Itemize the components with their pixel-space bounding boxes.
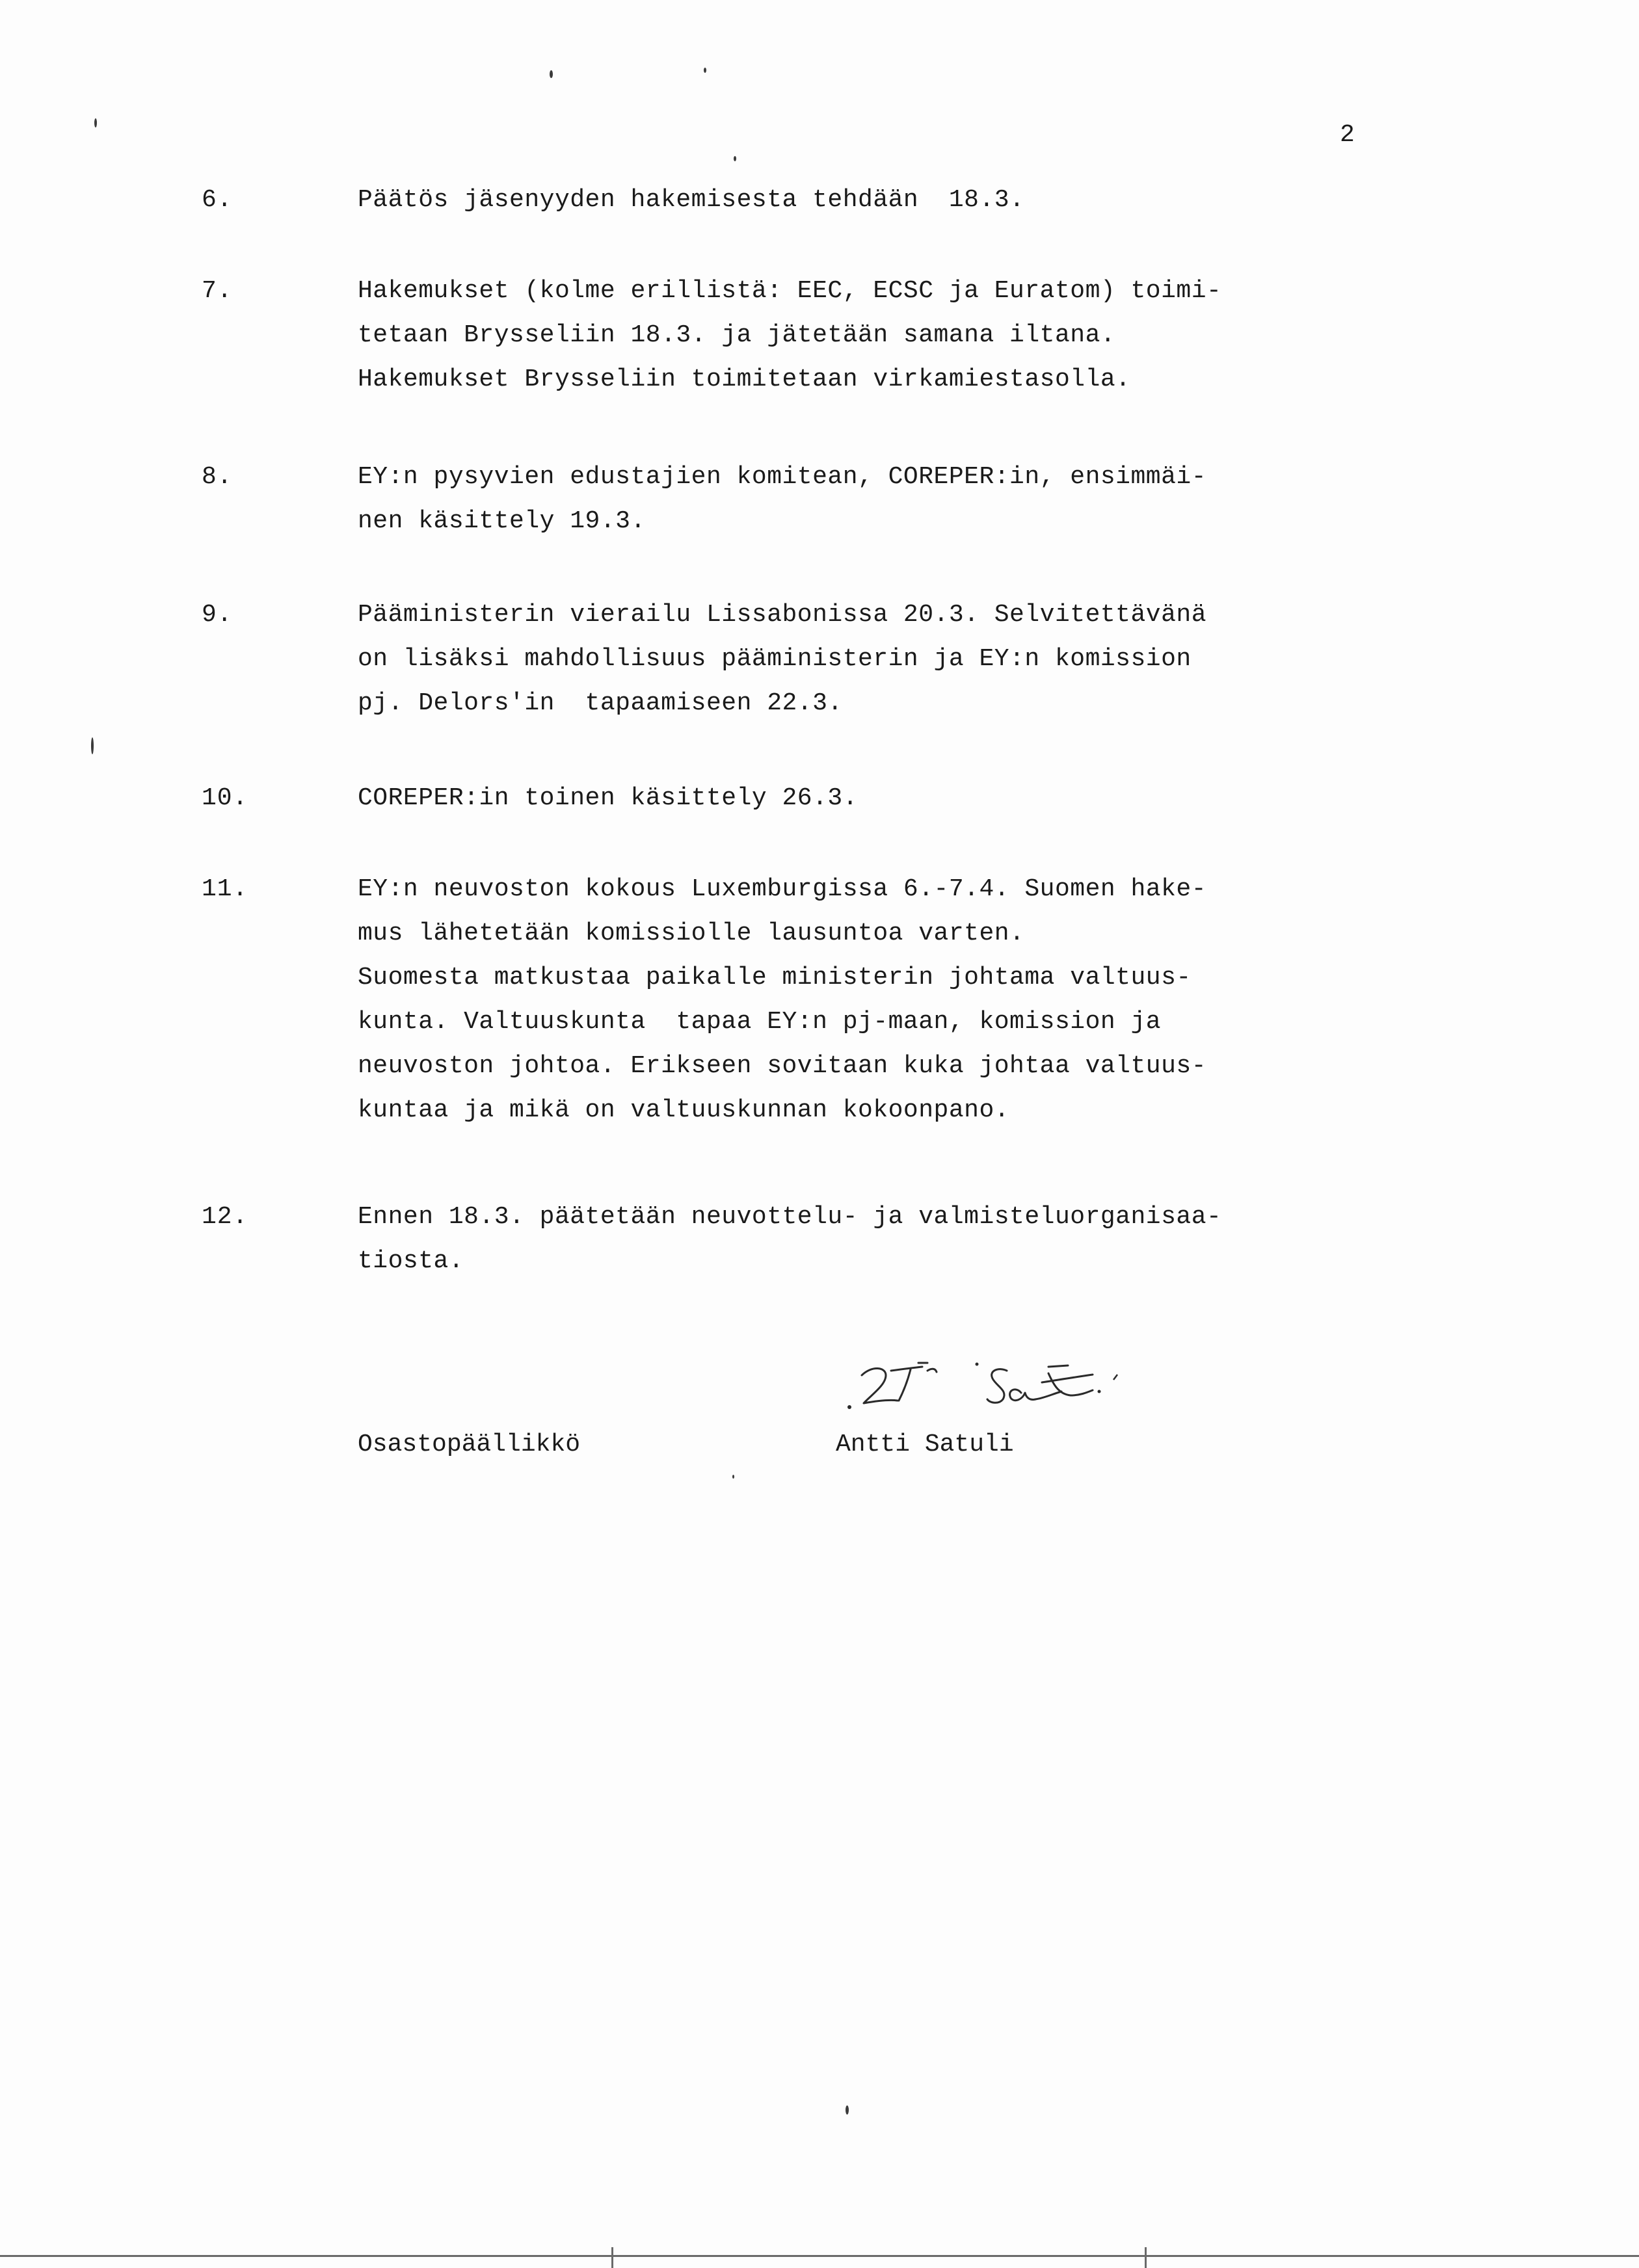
text-line: Hakemukset (kolme erillistä: EEC, ECSC ja Euratom) toimi- xyxy=(358,277,1222,305)
item-text xyxy=(358,269,1398,402)
scan-edge-tick xyxy=(611,2247,613,2268)
scan-speck xyxy=(94,118,97,127)
text-line: Ennen 18.3. päätetään neuvottelu- ja valmisteluorganisaa- xyxy=(358,1203,1222,1231)
item-number: 12. xyxy=(202,1203,248,1231)
item-number: 9. xyxy=(202,601,233,629)
scan-edge-tick xyxy=(1145,2247,1147,2268)
text-line: neuvoston johtoa. Erikseen sovitaan kuka johtaa valtuus- xyxy=(358,1052,1207,1080)
text-line: pj. Delors'in tapaamiseen 22.3. xyxy=(358,689,843,717)
scan-speck xyxy=(734,156,736,161)
item-number: 6. xyxy=(202,186,233,214)
signer-name: Antti Satuli xyxy=(836,1431,1014,1458)
text-line: Suomesta matkustaa paikalle ministerin johtama valtuus- xyxy=(358,964,1192,992)
item-number: 8. xyxy=(202,463,233,491)
item-text xyxy=(358,178,1398,222)
text-line: nen käsittely 19.3. xyxy=(358,507,646,535)
scan-speck xyxy=(550,70,553,78)
text-line: Hakemukset Brysseliin toimitetaan virkamiestasolla. xyxy=(358,365,1131,393)
page-number: 2 xyxy=(1340,121,1355,149)
text-line: Päätös jäsenyyden hakemisesta tehdään 18.3. xyxy=(358,186,1025,214)
text-line: mus lähetetään komissiolle lausuntoa varten. xyxy=(358,919,1025,947)
signer-title: Osastopäällikkö xyxy=(358,1431,581,1458)
item-number: 11. xyxy=(202,875,248,903)
scan-speck xyxy=(91,737,94,754)
item-text xyxy=(358,593,1398,726)
text-line: EY:n neuvoston kokous Luxemburgissa 6.-7.4. Suomen hake- xyxy=(358,875,1207,903)
item-text xyxy=(358,867,1398,1133)
item-number: 10. xyxy=(202,784,248,812)
text-line: kuntaa ja mikä on valtuuskunnan kokoonpano. xyxy=(358,1096,1010,1124)
item-number: 7. xyxy=(202,277,233,305)
text-line: on lisäksi mahdollisuus pääministerin ja EY:n komission xyxy=(358,645,1192,673)
scan-edge-rule xyxy=(0,2255,1639,2257)
handwritten-signature xyxy=(813,1339,1203,1424)
item-text xyxy=(358,776,1398,821)
scan-speck xyxy=(846,2105,849,2115)
item-text xyxy=(358,1195,1398,1284)
text-line: tiosta. xyxy=(358,1247,464,1275)
scan-speck xyxy=(732,1475,734,1479)
item-text xyxy=(358,455,1398,544)
text-line: tetaan Brysseliin 18.3. ja jätetään samana iltana. xyxy=(358,321,1116,349)
text-line: Pääministerin vierailu Lissabonissa 20.3. Selvitettävänä xyxy=(358,601,1207,629)
text-line: EY:n pysyvien edustajien komitean, COREPER:in, ensimmäi- xyxy=(358,463,1207,491)
text-line: kunta. Valtuuskunta tapaa EY:n pj-maan, komission ja xyxy=(358,1008,1162,1036)
scan-speck xyxy=(704,68,706,73)
text-line: COREPER:in toinen käsittely 26.3. xyxy=(358,784,859,812)
